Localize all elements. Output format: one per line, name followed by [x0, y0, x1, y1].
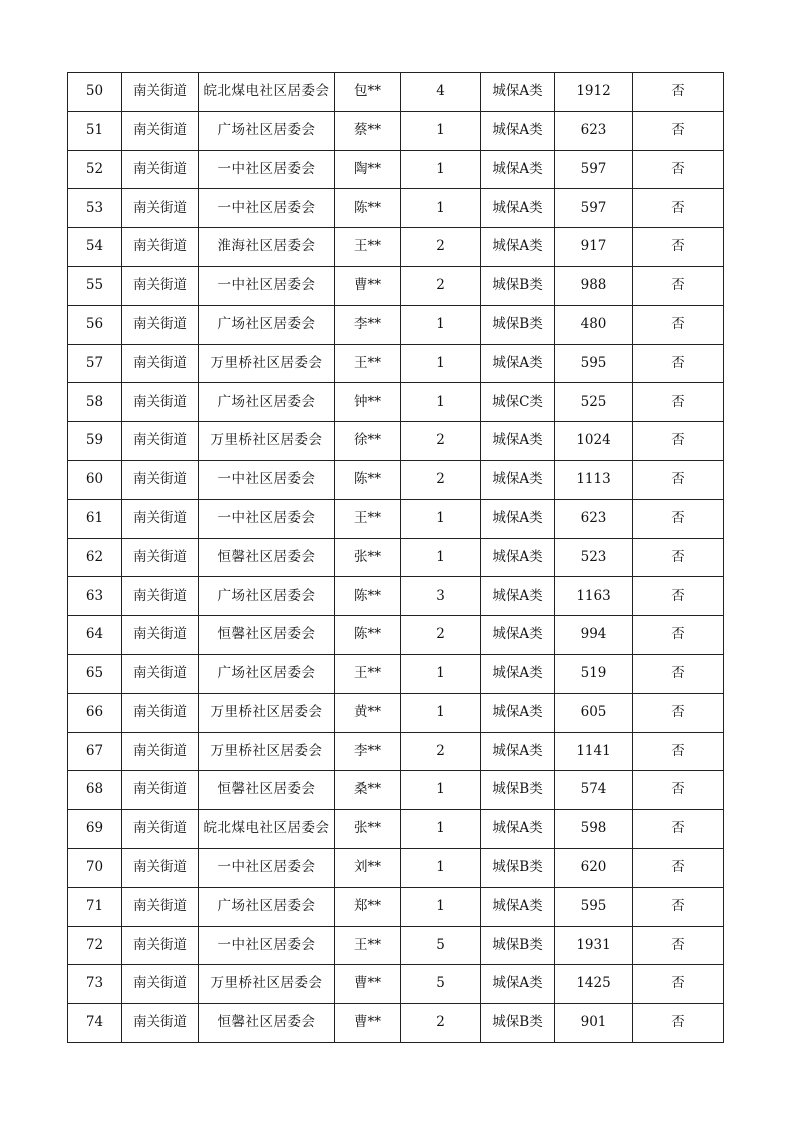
table-row	[68, 189, 724, 228]
street-cell: 南关街道	[122, 73, 199, 112]
category-cell: 城保B类	[481, 266, 555, 305]
household-size-cell: 1	[401, 305, 481, 344]
household-size-cell: 1	[401, 654, 481, 693]
row-number-cell: 52	[68, 150, 122, 189]
household-size-cell: 2	[401, 616, 481, 655]
flag-cell: 否	[633, 771, 724, 810]
table-row	[68, 383, 724, 422]
household-size-cell: 2	[401, 422, 481, 461]
name-cell: 陈**	[335, 616, 401, 655]
row-number-cell: 70	[68, 848, 122, 887]
category-cell: 城保A类	[481, 577, 555, 616]
household-size-cell: 1	[401, 538, 481, 577]
street-cell: 南关街道	[122, 266, 199, 305]
name-cell: 包**	[335, 73, 401, 112]
category-cell: 城保A类	[481, 460, 555, 499]
amount-cell: 1141	[555, 732, 633, 771]
street-cell: 南关街道	[122, 693, 199, 732]
household-size-cell: 2	[401, 732, 481, 771]
table-row	[68, 616, 724, 655]
amount-cell: 620	[555, 848, 633, 887]
row-number-cell: 68	[68, 771, 122, 810]
community-cell: 广场社区居委会	[199, 654, 335, 693]
category-cell: 城保A类	[481, 344, 555, 383]
table-row	[68, 771, 724, 810]
name-cell: 王**	[335, 499, 401, 538]
row-number-cell: 59	[68, 422, 122, 461]
table-row	[68, 228, 724, 267]
category-cell: 城保B类	[481, 926, 555, 965]
community-cell: 万里桥社区居委会	[199, 422, 335, 461]
table-row	[68, 460, 724, 499]
community-cell: 一中社区居委会	[199, 150, 335, 189]
row-number-cell: 54	[68, 228, 122, 267]
street-cell: 南关街道	[122, 732, 199, 771]
category-cell: 城保C类	[481, 383, 555, 422]
flag-cell: 否	[633, 150, 724, 189]
community-cell: 万里桥社区居委会	[199, 732, 335, 771]
household-size-cell: 1	[401, 383, 481, 422]
row-number-cell: 71	[68, 887, 122, 926]
street-cell: 南关街道	[122, 577, 199, 616]
category-cell: 城保A类	[481, 150, 555, 189]
street-cell: 南关街道	[122, 616, 199, 655]
category-cell: 城保B类	[481, 305, 555, 344]
community-cell: 恒馨社区居委会	[199, 616, 335, 655]
table-row	[68, 344, 724, 383]
row-number-cell: 74	[68, 1004, 122, 1043]
community-cell: 一中社区居委会	[199, 926, 335, 965]
amount-cell: 574	[555, 771, 633, 810]
household-size-cell: 1	[401, 189, 481, 228]
amount-cell: 605	[555, 693, 633, 732]
street-cell: 南关街道	[122, 305, 199, 344]
flag-cell: 否	[633, 111, 724, 150]
name-cell: 陈**	[335, 460, 401, 499]
flag-cell: 否	[633, 189, 724, 228]
community-cell: 皖北煤电社区居委会	[199, 810, 335, 849]
street-cell: 南关街道	[122, 422, 199, 461]
row-number-cell: 62	[68, 538, 122, 577]
amount-cell: 595	[555, 887, 633, 926]
table-row	[68, 73, 724, 112]
flag-cell: 否	[633, 266, 724, 305]
row-number-cell: 60	[68, 460, 122, 499]
flag-cell: 否	[633, 460, 724, 499]
street-cell: 南关街道	[122, 189, 199, 228]
row-number-cell: 56	[68, 305, 122, 344]
name-cell: 刘**	[335, 848, 401, 887]
table-row	[68, 538, 724, 577]
row-number-cell: 53	[68, 189, 122, 228]
community-cell: 一中社区居委会	[199, 499, 335, 538]
household-size-cell: 1	[401, 111, 481, 150]
row-number-cell: 73	[68, 965, 122, 1004]
category-cell: 城保A类	[481, 965, 555, 1004]
table-row	[68, 810, 724, 849]
table-row	[68, 654, 724, 693]
street-cell: 南关街道	[122, 965, 199, 1004]
flag-cell: 否	[633, 305, 724, 344]
community-cell: 恒馨社区居委会	[199, 771, 335, 810]
name-cell: 桑**	[335, 771, 401, 810]
name-cell: 钟**	[335, 383, 401, 422]
flag-cell: 否	[633, 499, 724, 538]
household-size-cell: 5	[401, 926, 481, 965]
row-number-cell: 55	[68, 266, 122, 305]
name-cell: 郑**	[335, 887, 401, 926]
table-row	[68, 422, 724, 461]
household-size-cell: 4	[401, 73, 481, 112]
amount-cell: 597	[555, 189, 633, 228]
household-size-cell: 1	[401, 499, 481, 538]
amount-cell: 525	[555, 383, 633, 422]
category-cell: 城保B类	[481, 771, 555, 810]
household-size-cell: 2	[401, 266, 481, 305]
table-row	[68, 693, 724, 732]
name-cell: 张**	[335, 810, 401, 849]
street-cell: 南关街道	[122, 926, 199, 965]
amount-cell: 1912	[555, 73, 633, 112]
community-cell: 一中社区居委会	[199, 460, 335, 499]
amount-cell: 523	[555, 538, 633, 577]
table-row	[68, 111, 724, 150]
street-cell: 南关街道	[122, 150, 199, 189]
community-cell: 淮海社区居委会	[199, 228, 335, 267]
category-cell: 城保A类	[481, 111, 555, 150]
table-row	[68, 1004, 724, 1043]
name-cell: 陈**	[335, 189, 401, 228]
household-size-cell: 1	[401, 810, 481, 849]
name-cell: 蔡**	[335, 111, 401, 150]
community-cell: 恒馨社区居委会	[199, 1004, 335, 1043]
amount-cell: 623	[555, 111, 633, 150]
household-size-cell: 5	[401, 965, 481, 1004]
street-cell: 南关街道	[122, 383, 199, 422]
community-cell: 广场社区居委会	[199, 887, 335, 926]
community-cell: 广场社区居委会	[199, 383, 335, 422]
category-cell: 城保A类	[481, 654, 555, 693]
flag-cell: 否	[633, 965, 724, 1004]
amount-cell: 988	[555, 266, 633, 305]
amount-cell: 917	[555, 228, 633, 267]
row-number-cell: 66	[68, 693, 122, 732]
amount-cell: 1113	[555, 460, 633, 499]
flag-cell: 否	[633, 228, 724, 267]
amount-cell: 1425	[555, 965, 633, 1004]
category-cell: 城保A类	[481, 693, 555, 732]
name-cell: 曹**	[335, 266, 401, 305]
category-cell: 城保A类	[481, 538, 555, 577]
table-row	[68, 305, 724, 344]
name-cell: 黄**	[335, 693, 401, 732]
flag-cell: 否	[633, 73, 724, 112]
flag-cell: 否	[633, 577, 724, 616]
amount-cell: 994	[555, 616, 633, 655]
category-cell: 城保A类	[481, 422, 555, 461]
table-row	[68, 732, 724, 771]
category-cell: 城保A类	[481, 228, 555, 267]
flag-cell: 否	[633, 422, 724, 461]
household-size-cell: 2	[401, 228, 481, 267]
street-cell: 南关街道	[122, 499, 199, 538]
household-roster-table	[67, 72, 724, 1043]
name-cell: 王**	[335, 228, 401, 267]
amount-cell: 623	[555, 499, 633, 538]
community-cell: 一中社区居委会	[199, 189, 335, 228]
street-cell: 南关街道	[122, 810, 199, 849]
flag-cell: 否	[633, 616, 724, 655]
flag-cell: 否	[633, 732, 724, 771]
table-row	[68, 848, 724, 887]
street-cell: 南关街道	[122, 460, 199, 499]
amount-cell: 595	[555, 344, 633, 383]
category-cell: 城保A类	[481, 887, 555, 926]
flag-cell: 否	[633, 810, 724, 849]
row-number-cell: 61	[68, 499, 122, 538]
name-cell: 曹**	[335, 965, 401, 1004]
table-row	[68, 150, 724, 189]
flag-cell: 否	[633, 848, 724, 887]
category-cell: 城保A类	[481, 73, 555, 112]
household-size-cell: 1	[401, 344, 481, 383]
household-size-cell: 1	[401, 150, 481, 189]
household-size-cell: 3	[401, 577, 481, 616]
name-cell: 张**	[335, 538, 401, 577]
name-cell: 王**	[335, 926, 401, 965]
name-cell: 李**	[335, 305, 401, 344]
street-cell: 南关街道	[122, 344, 199, 383]
household-size-cell: 2	[401, 460, 481, 499]
street-cell: 南关街道	[122, 654, 199, 693]
street-cell: 南关街道	[122, 111, 199, 150]
category-cell: 城保A类	[481, 189, 555, 228]
amount-cell: 597	[555, 150, 633, 189]
community-cell: 广场社区居委会	[199, 577, 335, 616]
flag-cell: 否	[633, 383, 724, 422]
category-cell: 城保B类	[481, 848, 555, 887]
amount-cell: 1931	[555, 926, 633, 965]
table-row	[68, 577, 724, 616]
amount-cell: 519	[555, 654, 633, 693]
amount-cell: 480	[555, 305, 633, 344]
name-cell: 李**	[335, 732, 401, 771]
table-row	[68, 499, 724, 538]
street-cell: 南关街道	[122, 771, 199, 810]
name-cell: 徐**	[335, 422, 401, 461]
row-number-cell: 67	[68, 732, 122, 771]
community-cell: 恒馨社区居委会	[199, 538, 335, 577]
street-cell: 南关街道	[122, 848, 199, 887]
name-cell: 陶**	[335, 150, 401, 189]
household-size-cell: 2	[401, 1004, 481, 1043]
community-cell: 广场社区居委会	[199, 305, 335, 344]
flag-cell: 否	[633, 887, 724, 926]
row-number-cell: 50	[68, 73, 122, 112]
category-cell: 城保A类	[481, 616, 555, 655]
flag-cell: 否	[633, 654, 724, 693]
street-cell: 南关街道	[122, 1004, 199, 1043]
category-cell: 城保A类	[481, 732, 555, 771]
community-cell: 一中社区居委会	[199, 266, 335, 305]
name-cell: 陈**	[335, 577, 401, 616]
category-cell: 城保A类	[481, 810, 555, 849]
row-number-cell: 51	[68, 111, 122, 150]
name-cell: 王**	[335, 344, 401, 383]
street-cell: 南关街道	[122, 887, 199, 926]
amount-cell: 1163	[555, 577, 633, 616]
category-cell: 城保B类	[481, 1004, 555, 1043]
row-number-cell: 69	[68, 810, 122, 849]
name-cell: 王**	[335, 654, 401, 693]
category-cell: 城保A类	[481, 499, 555, 538]
row-number-cell: 58	[68, 383, 122, 422]
street-cell: 南关街道	[122, 538, 199, 577]
name-cell: 曹**	[335, 1004, 401, 1043]
table-row	[68, 266, 724, 305]
table-row	[68, 926, 724, 965]
flag-cell: 否	[633, 926, 724, 965]
amount-cell: 1024	[555, 422, 633, 461]
household-size-cell: 1	[401, 771, 481, 810]
community-cell: 皖北煤电社区居委会	[199, 73, 335, 112]
row-number-cell: 65	[68, 654, 122, 693]
flag-cell: 否	[633, 693, 724, 732]
table-body	[68, 73, 724, 1043]
row-number-cell: 72	[68, 926, 122, 965]
community-cell: 万里桥社区居委会	[199, 693, 335, 732]
community-cell: 万里桥社区居委会	[199, 344, 335, 383]
row-number-cell: 57	[68, 344, 122, 383]
row-number-cell: 64	[68, 616, 122, 655]
community-cell: 万里桥社区居委会	[199, 965, 335, 1004]
flag-cell: 否	[633, 1004, 724, 1043]
street-cell: 南关街道	[122, 228, 199, 267]
flag-cell: 否	[633, 538, 724, 577]
table-row	[68, 887, 724, 926]
community-cell: 广场社区居委会	[199, 111, 335, 150]
amount-cell: 901	[555, 1004, 633, 1043]
flag-cell: 否	[633, 344, 724, 383]
row-number-cell: 63	[68, 577, 122, 616]
household-size-cell: 1	[401, 887, 481, 926]
amount-cell: 598	[555, 810, 633, 849]
community-cell: 一中社区居委会	[199, 848, 335, 887]
table-row	[68, 965, 724, 1004]
household-size-cell: 1	[401, 848, 481, 887]
household-size-cell: 1	[401, 693, 481, 732]
